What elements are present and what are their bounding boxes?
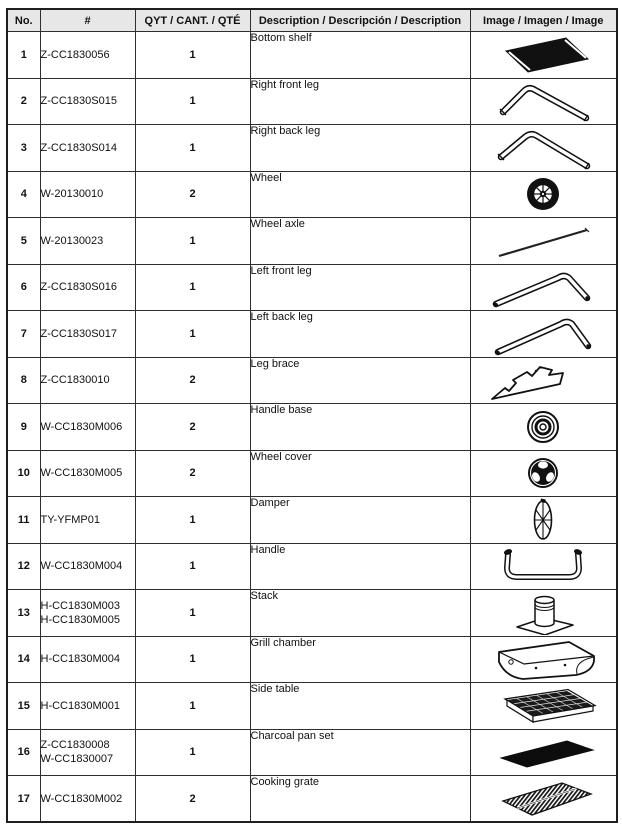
part-description: Bottom shelf [250, 32, 470, 79]
stack-icon [473, 591, 613, 635]
table-row [7, 78, 617, 125]
damper-icon [473, 498, 613, 542]
row-number: 15 [7, 683, 40, 730]
right-front-leg-icon [473, 79, 613, 123]
table-row [7, 171, 617, 218]
part-number: Z-CC1830S015 [40, 95, 117, 108]
part-number-cell [40, 311, 135, 358]
quantity: 2 [135, 776, 250, 823]
part-image-cell [470, 171, 617, 218]
quantity: 1 [135, 32, 250, 79]
part-image-cell [470, 729, 617, 776]
table-row [7, 357, 617, 404]
part-number: H-CC1830M003 [40, 599, 120, 612]
quantity: 1 [135, 78, 250, 125]
quantity: 2 [135, 171, 250, 218]
part-number-cell [40, 776, 135, 823]
part-description: Handle base [250, 404, 470, 451]
row-number: 4 [7, 171, 40, 218]
part-number: W-CC1830M004 [40, 560, 123, 573]
row-number: 5 [7, 218, 40, 265]
part-number-cell [40, 729, 135, 776]
table-row [7, 311, 617, 358]
part-number: W-CC1830M002 [40, 792, 123, 805]
part-description: Right front leg [250, 78, 470, 125]
part-image-cell [470, 590, 617, 637]
row-number: 11 [7, 497, 40, 544]
column-header-image: Image / Imagen / Image [470, 9, 617, 32]
part-number: W-20130010 [40, 188, 104, 201]
leg-brace-icon [473, 358, 613, 402]
part-number-cell [40, 404, 135, 451]
wheel-cover-icon [473, 451, 613, 495]
row-number: 2 [7, 78, 40, 125]
row-number: 14 [7, 636, 40, 683]
table-row [7, 776, 617, 823]
row-number: 9 [7, 404, 40, 451]
parts-table-header [7, 9, 617, 32]
part-number-cell [40, 357, 135, 404]
part-number-cell [40, 78, 135, 125]
row-number: 7 [7, 311, 40, 358]
table-row [7, 264, 617, 311]
part-number-cell [40, 171, 135, 218]
part-number: W-CC1830M006 [40, 420, 123, 433]
table-row [7, 497, 617, 544]
part-number: TY-YFMP01 [40, 513, 101, 526]
part-number-cell [40, 543, 135, 590]
part-image-cell [470, 78, 617, 125]
part-description: Stack [250, 590, 470, 637]
row-number: 1 [7, 32, 40, 79]
table-row [7, 590, 617, 637]
table-row [7, 729, 617, 776]
parts-table-body [7, 32, 617, 823]
table-row [7, 125, 617, 172]
row-number: 3 [7, 125, 40, 172]
part-number-cell [40, 125, 135, 172]
part-number: W-20130023 [40, 234, 104, 247]
part-number-cell [40, 497, 135, 544]
part-number-cell [40, 636, 135, 683]
row-number: 6 [7, 264, 40, 311]
cooking-grate-icon [473, 777, 613, 821]
part-number-cell [40, 32, 135, 79]
part-description: Right back leg [250, 125, 470, 172]
part-image-cell [470, 776, 617, 823]
handle-base-icon [473, 405, 613, 449]
part-image-cell [470, 497, 617, 544]
quantity: 1 [135, 218, 250, 265]
row-number: 12 [7, 543, 40, 590]
part-image-cell [470, 636, 617, 683]
quantity: 1 [135, 543, 250, 590]
part-number-cell [40, 450, 135, 497]
table-row [7, 218, 617, 265]
row-number: 17 [7, 776, 40, 823]
column-header-qty: QYT / CANT. / QTÉ [135, 9, 250, 32]
quantity: 1 [135, 311, 250, 358]
parts-table [6, 8, 618, 823]
part-image-cell [470, 450, 617, 497]
column-header-no: No. [7, 9, 40, 32]
quantity: 1 [135, 125, 250, 172]
left-back-leg-icon [473, 312, 613, 356]
part-description: Wheel cover [250, 450, 470, 497]
table-row [7, 32, 617, 79]
bottom-shelf-icon [473, 33, 613, 77]
header-row [7, 9, 617, 32]
part-number: Z-CC1830S014 [40, 141, 117, 154]
part-image-cell [470, 218, 617, 265]
quantity: 2 [135, 404, 250, 451]
part-image-cell [470, 125, 617, 172]
wheel-axle-icon [473, 219, 613, 263]
part-image-cell [470, 404, 617, 451]
part-description: Left back leg [250, 311, 470, 358]
quantity: 1 [135, 729, 250, 776]
part-description: Charcoal pan set [250, 729, 470, 776]
part-image-cell [470, 264, 617, 311]
row-number: 13 [7, 590, 40, 637]
table-row [7, 404, 617, 451]
part-number: H-CC1830M004 [40, 653, 120, 666]
row-number: 16 [7, 729, 40, 776]
part-description: Wheel [250, 171, 470, 218]
part-description: Damper [250, 497, 470, 544]
part-image-cell [470, 357, 617, 404]
part-image-cell [470, 311, 617, 358]
part-number: Z-CC1830010 [40, 374, 110, 387]
part-image-cell [470, 683, 617, 730]
quantity: 1 [135, 636, 250, 683]
wheel-icon [473, 172, 613, 216]
table-row [7, 683, 617, 730]
part-number: Z-CC1830S016 [40, 281, 117, 294]
quantity: 2 [135, 357, 250, 404]
part-image-cell [470, 32, 617, 79]
left-front-leg-icon [473, 265, 613, 309]
part-number-cell [40, 264, 135, 311]
part-description: Grill chamber [250, 636, 470, 683]
column-header-description: Description / Descripción / Description [250, 9, 470, 32]
column-header-part-number: # [40, 9, 135, 32]
part-number: Z-CC1830S017 [40, 327, 117, 340]
quantity: 1 [135, 683, 250, 730]
table-row [7, 450, 617, 497]
part-number-cell [40, 683, 135, 730]
part-description: Leg brace [250, 357, 470, 404]
part-number: Z-CC1830008 [40, 739, 110, 752]
table-row [7, 636, 617, 683]
side-table-icon [473, 684, 613, 728]
table-row [7, 543, 617, 590]
grill-chamber-icon [473, 637, 613, 681]
part-description: Cooking grate [250, 776, 470, 823]
quantity: 1 [135, 590, 250, 637]
part-description: Wheel axle [250, 218, 470, 265]
part-number-cell [40, 218, 135, 265]
charcoal-pan-set-icon [473, 730, 613, 774]
quantity: 2 [135, 450, 250, 497]
part-number: W-CC1830M005 [40, 467, 123, 480]
part-image-cell [470, 543, 617, 590]
right-back-leg-icon [473, 126, 613, 170]
part-number: W-CC1830007 [40, 753, 114, 766]
part-description: Left front leg [250, 264, 470, 311]
part-number: Z-CC1830056 [40, 48, 110, 61]
part-number-cell [40, 590, 135, 637]
row-number: 10 [7, 450, 40, 497]
row-number: 8 [7, 357, 40, 404]
part-number: H-CC1830M001 [40, 699, 120, 712]
handle-icon [473, 544, 613, 588]
part-description: Side table [250, 683, 470, 730]
quantity: 1 [135, 264, 250, 311]
part-number: H-CC1830M005 [40, 613, 120, 626]
quantity: 1 [135, 497, 250, 544]
part-description: Handle [250, 543, 470, 590]
